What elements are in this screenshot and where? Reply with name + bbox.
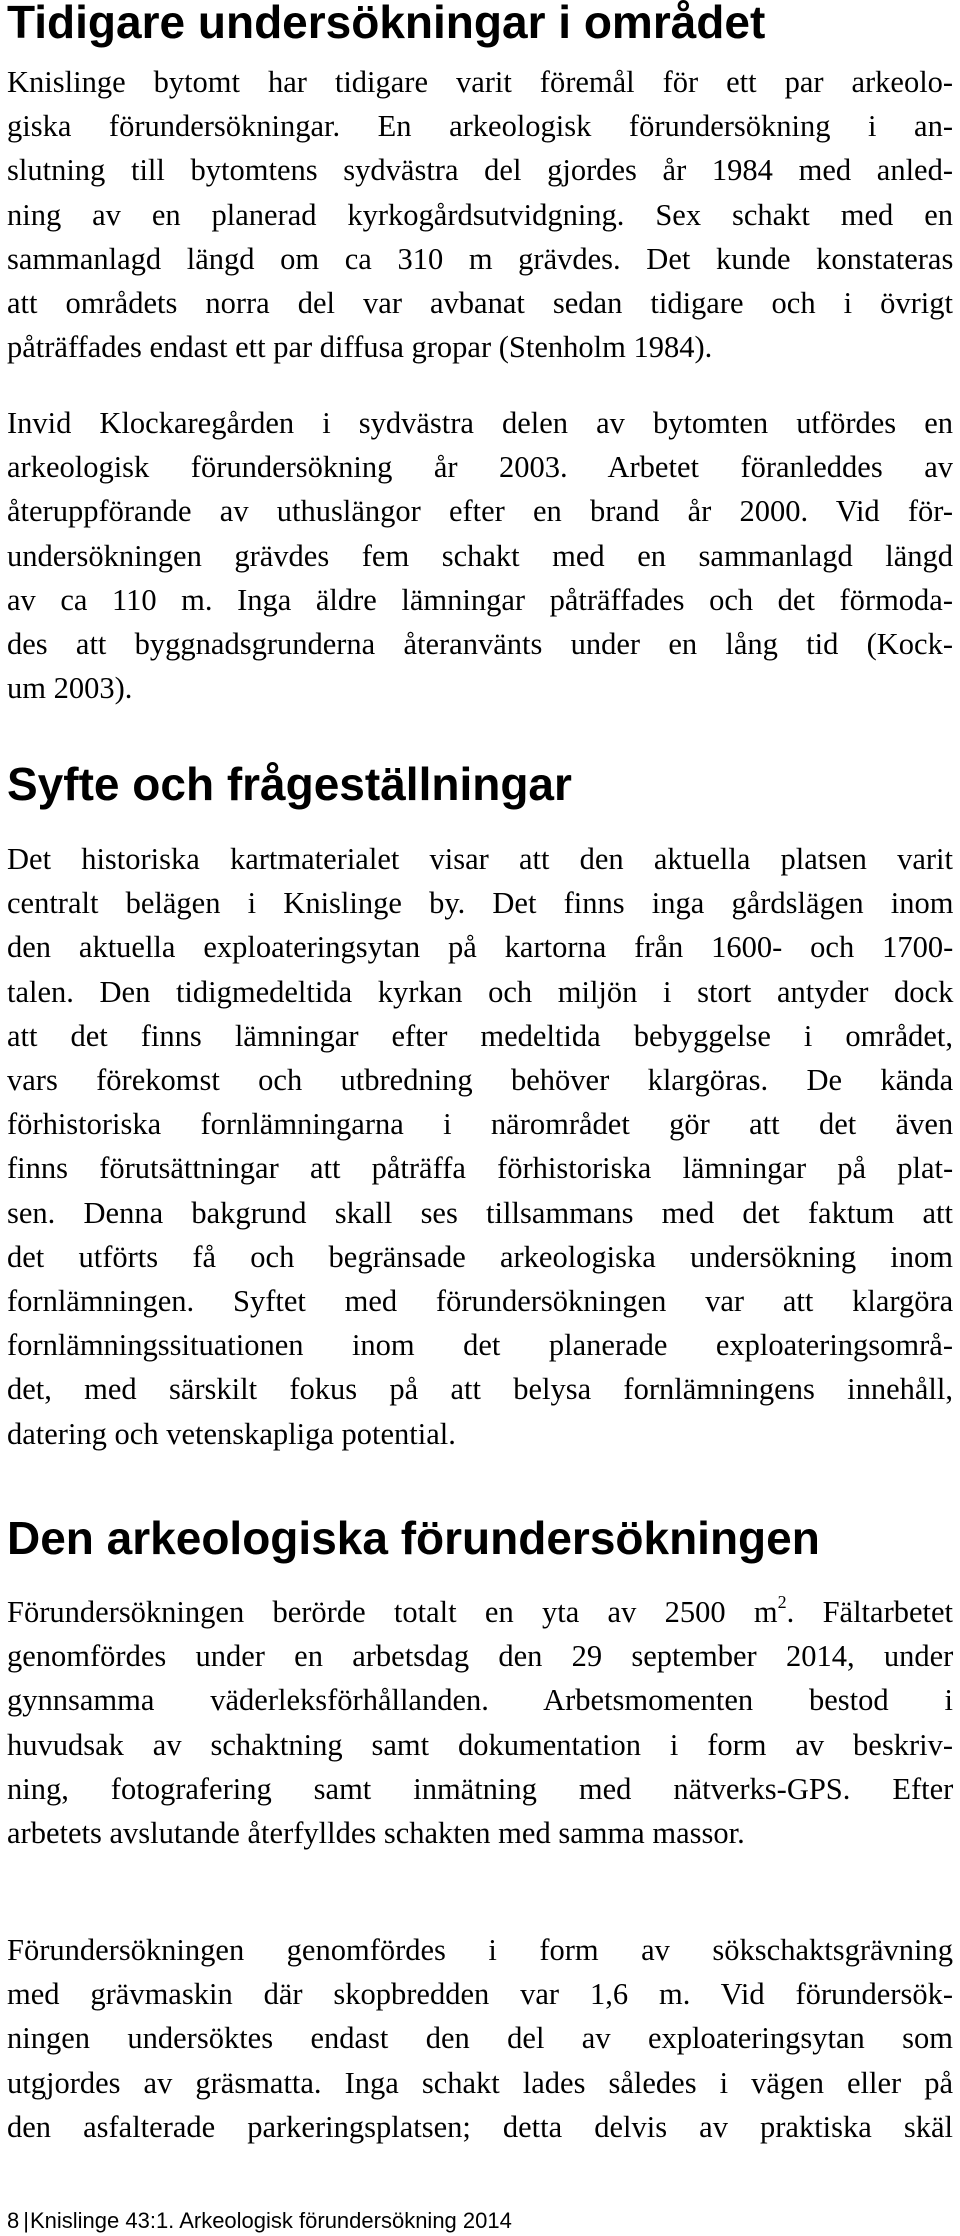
text-line: des att byggnadsgrunderna återanvänts under en lång tid (Kock- (7, 627, 953, 662)
text-line: Invid Klockaregården i sydvästra delen av bytomten utfördes en (7, 406, 953, 440)
section-heading-investigation: Den arkeologiska förundersökningen (7, 1512, 820, 1564)
text-line: fornlämningen. Syftet med förundersökningen var att klargöra (7, 1284, 954, 1319)
text-line: med grävmaskin där skopbredden var 1,6 m. Vid förundersök- (7, 1977, 953, 2012)
text-line: centralt belägen i Knislinge by. Det finns inga gårdslägen inom (7, 886, 954, 921)
paragraph-purpose (7, 837, 953, 1456)
text-line: ning av en planerad kyrkogårdsutvidgning. Sex schakt med en (7, 197, 953, 232)
text-line: förhistoriska fornlämningarna i närområdet gör att det även (7, 1107, 954, 1142)
text-line: av ca 110 m. Inga äldre lämningar påträffades och det förmoda- (7, 582, 953, 617)
section-heading-purpose: Syfte och frågeställningar (7, 758, 572, 810)
section-heading-previous-investigations: Tidigare undersökningar i området (7, 0, 766, 48)
page-number: 8 (7, 2208, 20, 2233)
text-line: arbetets avslutande återfylldes schakten med samma massor. (7, 1816, 745, 1851)
text-line: datering och vetenskapliga potential. (7, 1416, 456, 1451)
page-footer (7, 2208, 512, 2234)
text-line: återuppförande av uthuslängor efter en brand år 2000. Vid för- (7, 494, 953, 529)
paragraph-method (7, 1928, 953, 2149)
text-line: genomfördes under en arbetsdag den 29 september 2014, under (7, 1639, 954, 1674)
text-line: Det historiska kartmaterialet visar att den aktuella platsen varit (7, 842, 953, 876)
text-line: sammanlagd längd om ca 310 m grävdes. Det kunde konstateras (7, 241, 954, 276)
paragraph-klockaregarden-2003 (7, 401, 953, 710)
text-line: finns förutsättningar att påträffa förhistoriska lämningar på plat- (7, 1151, 954, 1186)
text-line: att områdets norra del var avbanat sedan tidigare och i övrigt (7, 286, 953, 321)
intro-text-tail: . Fältarbetet (786, 1595, 953, 1629)
text-line: um 2003). (7, 671, 133, 706)
superscript-two: 2 (777, 1592, 787, 1612)
footer-separator: | (23, 2208, 29, 2233)
text-line: Knislinge bytomt har tidigare varit föremål för ett par arkeolo- (7, 65, 954, 99)
text-line: slutning till bytomtens sydvästra del gjordes år 1984 med anled- (7, 153, 953, 188)
text-line: undersökningen grävdes fem schakt med en sammanlagd längd (7, 538, 953, 573)
text-line: den asfalterade parkeringsplatsen; detta delvis av praktiska skäl (7, 2109, 953, 2144)
text-line: det, med särskilt fokus på att belysa fornlämningens innehåll, (7, 1372, 953, 1407)
text-line: gynnsamma väderleksförhållanden. Arbetsmomenten bestod i (7, 1683, 953, 1718)
text-line: att det finns lämningar efter medeltida bebyggelse i området, (7, 1018, 953, 1053)
text-line: Förundersökningen genomfördes i form av sökschaktsgrävning (7, 1933, 953, 1967)
text-line (7, 1590, 953, 1634)
text-line: giska förundersökningar. En arkeologisk förundersökning i an- (7, 109, 953, 144)
text-line: sen. Denna bakgrund skall ses tillsammans med det faktum att (7, 1195, 953, 1230)
paragraph-bytomt-1984 (7, 60, 953, 369)
footer-title: Knislinge 43:1. Arkeologisk förundersökning 2014 (29, 2208, 512, 2233)
paragraph-area-fieldwork (7, 1590, 953, 1855)
text-line: talen. Den tidigmedeltida kyrkan och miljön i stort antyder dock (7, 974, 954, 1009)
text-line: det utförts få och begränsade arkeologiska undersökning inom (7, 1239, 953, 1274)
text-line: ning, fotografering samt inmätning med nätverks-GPS. Efter (7, 1771, 954, 1806)
text-line: vars förekomst och utbredning behöver klargöras. De kända (7, 1063, 954, 1098)
intro-text: Förundersökningen berörde totalt en yta av 2500 m (7, 1595, 778, 1629)
text-line: arkeologisk förundersökning år 2003. Arbetet föranleddes av (7, 450, 953, 485)
text-line: ningen undersöktes endast den del av exploateringsytan som (7, 2021, 953, 2056)
text-line: påträffades endast ett par diffusa gropar (Stenholm 1984). (7, 330, 713, 365)
text-line: den aktuella exploateringsytan på kartorna från 1600- och 1700- (7, 930, 954, 965)
text-line: huvudsak av schaktning samt dokumentation i form av beskriv- (7, 1727, 953, 1762)
text-line: utgjordes av gräsmatta. Inga schakt lades således i vägen eller på (7, 2065, 953, 2100)
text-line: fornlämningssituationen inom det planerade exploateringsområ- (7, 1328, 953, 1363)
